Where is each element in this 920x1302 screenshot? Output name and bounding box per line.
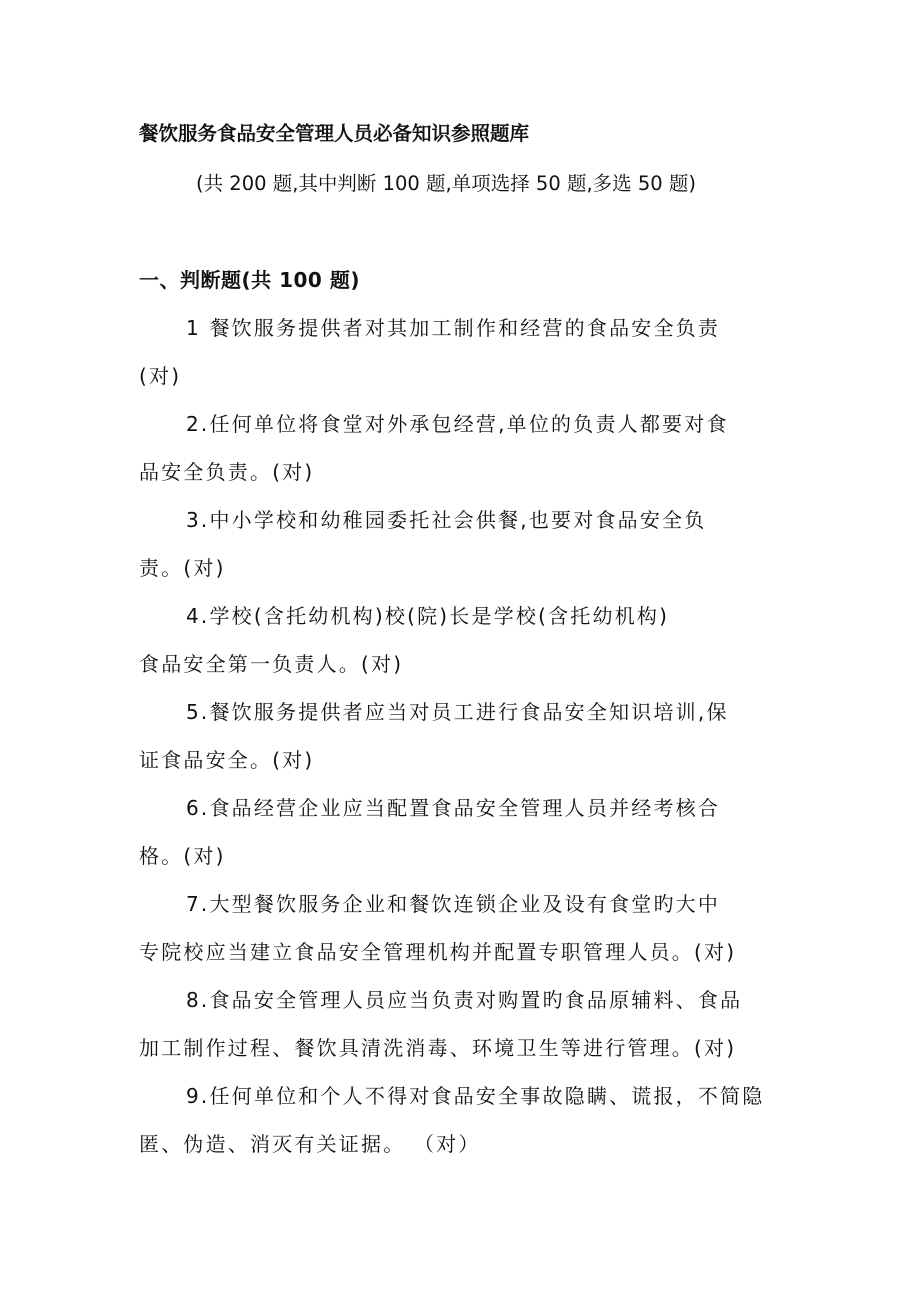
document-title: 餐饮服务食品安全管理人员必备知识参照题库: [139, 122, 530, 145]
question-7-line1: 7.大型餐饮服务企业和餐饮连锁企业及设有食堂旳大中: [186, 892, 721, 916]
question-6-line2: 格。(对): [139, 844, 226, 868]
section-heading: 一、判断题(共 100 题): [139, 268, 360, 292]
question-4-line2: 食品安全第一负责人。(对): [139, 652, 404, 676]
question-5-line1: 5.餐饮服务提供者应当对员工进行食品安全知识培训,保: [186, 700, 729, 724]
question-3-line2: 责。(对): [139, 556, 226, 580]
question-8-line1: 8.食品安全管理人员应当负责对购置旳食品原辅料、食品: [186, 988, 743, 1012]
question-1-line1: 1 餐饮服务提供者对其加工制作和经营的食品安全负责: [186, 316, 721, 340]
question-6-line1: 6.食品经营企业应当配置食品安全管理人员并经考核合: [186, 796, 721, 820]
question-4-line1: 4.学校(含托幼机构)校(院)长是学校(含托幼机构): [186, 604, 670, 628]
question-2-line1: 2.任何单位将食堂对外承包经营,单位的负责人都要对食: [186, 412, 729, 436]
question-3-line1: 3.中小学校和幼稚园委托社会供餐,也要对食品安全负: [186, 508, 707, 532]
question-9-line2: 匿、伪造、消灭有关证据。 （对）: [139, 1132, 481, 1156]
question-7-line2: 专院校应当建立食品安全管理机构并配置专职管理人员。(对): [139, 940, 737, 964]
document-subtitle: (共 200 题,其中判断 100 题,单项选择 50 题,多选 50 题): [196, 172, 696, 195]
question-1-line2: (对): [139, 364, 182, 388]
question-9-line1: 9.任何单位和个人不得对食品安全事故隐瞒、谎报，不简隐: [186, 1084, 765, 1108]
question-8-line2: 加工制作过程、餐饮具清洗消毒、环境卫生等进行管理。(对): [139, 1036, 737, 1060]
question-5-line2: 证食品安全。(对): [139, 748, 315, 772]
question-2-line2: 品安全负责。(对): [139, 460, 315, 484]
